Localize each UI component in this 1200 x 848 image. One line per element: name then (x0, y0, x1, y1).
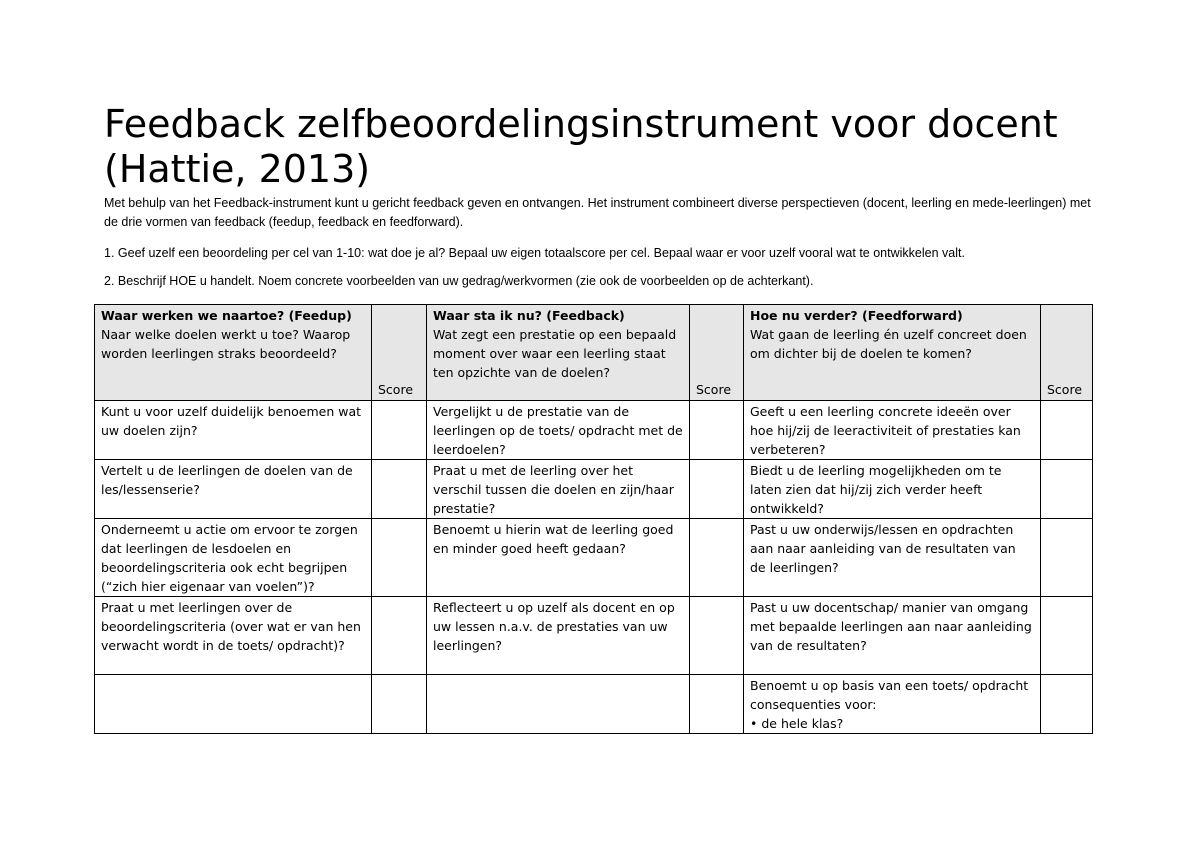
header-feedup (95, 305, 372, 401)
score-cell[interactable] (1041, 401, 1093, 460)
header-question: Naar welke doelen werkt u toe? Waarop worden leerlingen straks beoordeeld? (101, 327, 351, 361)
score-cell[interactable] (690, 597, 744, 675)
intro-paragraph: Met behulp van het Feedback-instrument kunt u gericht feedback geven en ontvangen. Het instrument combineert diverse perspectieven (docent, leerling en mede-leerlingen) met de drie vormen van feedback (feedup, feedback en feedforward). (104, 196, 1091, 229)
cell-feedforward: Past u uw onderwijs/lessen en opdrachten aan naar aanleiding van de resultaten van de leerlingen? (744, 519, 1041, 597)
table-row (95, 597, 1093, 675)
cell-feedforward: Past u uw docentschap/ manier van omgang met bepaalde leerlingen aan naar aanleiding van de resultaten? (744, 597, 1041, 675)
score-cell[interactable] (690, 519, 744, 597)
cell-feedback: Praat u met de leerling over het verschil tussen die doelen en zijn/haar prestatie? (427, 460, 690, 519)
table-row (95, 519, 1093, 597)
cell-feedup: Vertelt u de leerlingen de doelen van de les/lessenserie? (95, 460, 372, 519)
score-header: Score (372, 305, 427, 401)
score-header: Score (690, 305, 744, 401)
cell-feedback (427, 675, 690, 734)
instruction-step-1: 1. Geef uzelf een beoordeling per cel van 1-10: wat doe je al? Bepaal uw eigen totaalscore per cel. Bepaal waar er voor uzelf vooral wat te ontwikkelen valt. (104, 246, 965, 260)
score-cell[interactable] (1041, 519, 1093, 597)
cell-feedforward: Biedt u de leerling mogelijkheden om te laten zien dat hij/zij zich verder heeft ontwikkeld? (744, 460, 1041, 519)
header-title: Hoe nu verder? (Feedforward) (750, 308, 963, 323)
table-row (95, 460, 1093, 519)
score-cell[interactable] (1041, 597, 1093, 675)
header-feedforward (744, 305, 1041, 401)
consequences-question: Benoemt u op basis van een toets/ opdracht consequenties voor: (750, 678, 1029, 712)
table-row (95, 401, 1093, 460)
cell-feedup: Kunt u voor uzelf duidelijk benoemen wat uw doelen zijn? (95, 401, 372, 460)
header-question: Wat gaan de leerling én uzelf concreet doen om dichter bij de doelen te komen? (750, 327, 1027, 361)
document-title: Feedback zelfbeoordelingsinstrument voor docent (Hattie, 2013) (104, 102, 1058, 191)
score-cell[interactable] (690, 675, 744, 734)
cell-feedup: Praat u met leerlingen over de beoordelingscriteria (over wat er van hen verwacht wordt in de toets/ opdracht)? (95, 597, 372, 675)
score-cell[interactable] (372, 401, 427, 460)
score-cell[interactable] (1041, 675, 1093, 734)
score-cell[interactable] (372, 460, 427, 519)
score-header: Score (1041, 305, 1093, 401)
cell-feedup (95, 675, 372, 734)
instruction-step-2: 2. Beschrijf HOE u handelt. Noem concrete voorbeelden van uw gedrag/werkvormen (zie ook de voorbeelden op de achterkant). (104, 274, 814, 288)
score-cell[interactable] (372, 675, 427, 734)
score-cell[interactable] (372, 597, 427, 675)
score-cell[interactable] (1041, 460, 1093, 519)
header-title: Waar werken we naartoe? (Feedup) (101, 308, 352, 323)
header-feedback (427, 305, 690, 401)
score-cell[interactable] (372, 519, 427, 597)
bullet-item: • de hele klas? (750, 716, 843, 731)
cell-feedforward (744, 675, 1041, 734)
table-header-row (95, 305, 1093, 401)
cell-feedforward: Geeft u een leerling concrete ideeën over hoe hij/zij de leeractiviteit of prestaties kan verbeteren? (744, 401, 1041, 460)
header-title: Waar sta ik nu? (Feedback) (433, 308, 625, 323)
cell-feedback: Reflecteert u op uzelf als docent en op uw lessen n.a.v. de prestaties van uw leerlingen? (427, 597, 690, 675)
cell-feedback: Vergelijkt u de prestatie van de leerlingen op de toets/ opdracht met de leerdoelen? (427, 401, 690, 460)
header-question: Wat zegt een prestatie op een bepaald moment over waar een leerling staat ten opzichte van de doelen? (433, 327, 677, 380)
score-cell[interactable] (690, 401, 744, 460)
cell-feedback: Benoemt u hierin wat de leerling goed en minder goed heeft gedaan? (427, 519, 690, 597)
feedback-table (94, 304, 1093, 734)
score-cell[interactable] (690, 460, 744, 519)
table-row (95, 675, 1093, 734)
cell-feedup: Onderneemt u actie om ervoor te zorgen dat leerlingen de lesdoelen en beoordelingscriteria ook echt begrijpen (“zich hier eigenaar van voelen”)? (95, 519, 372, 597)
